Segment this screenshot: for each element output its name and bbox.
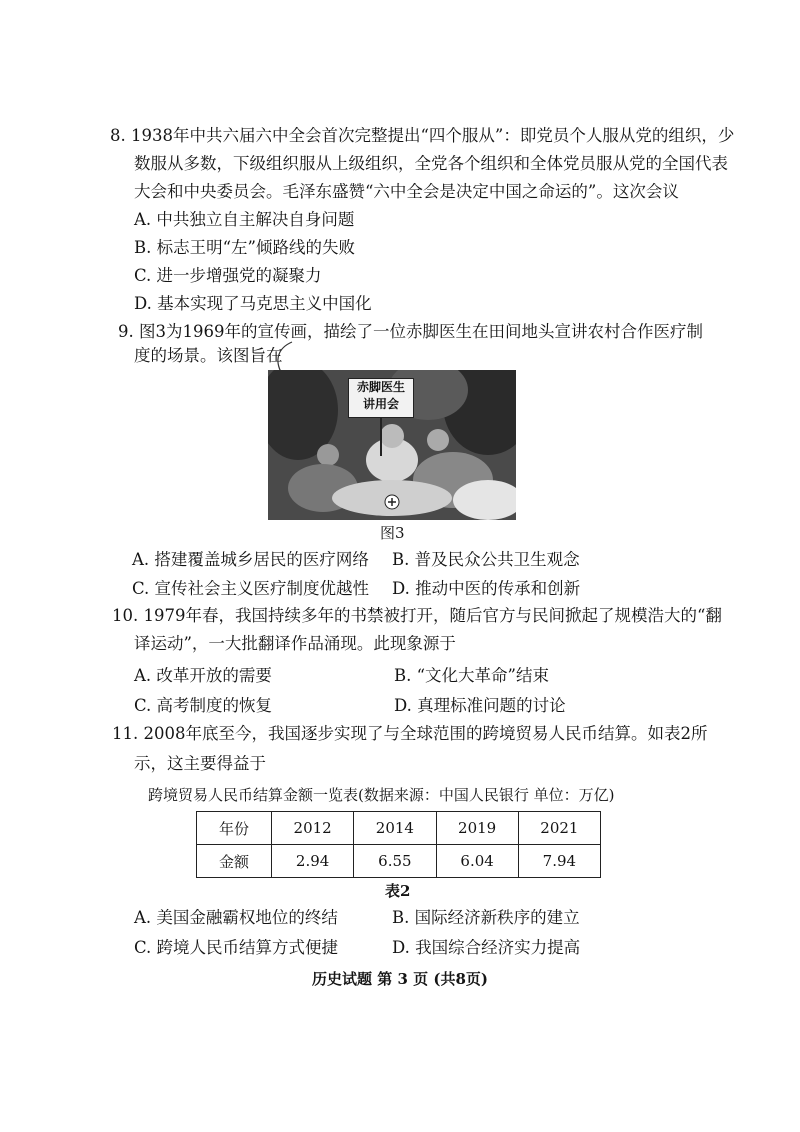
page-footer: 历史试题 第 3 页 (共8页) <box>312 970 488 988</box>
q9-stem-line-2: 度的场景。该图旨在 <box>134 346 283 365</box>
q10-option-d: D. 真理标准问题的讨论 <box>394 696 566 715</box>
poster-sign-line-1: 赤脚医生 <box>356 380 405 394</box>
q10-option-a: A. 改革开放的需要 <box>134 666 272 685</box>
table-cell-year: 2019 <box>436 812 518 845</box>
q8-option-b: B. 标志王明“左”倾路线的失败 <box>134 238 355 257</box>
q11-stem-line-1: 11. 2008年底至今，我国逐步实现了与全球范围的跨境贸易人民币结算。如表2所 <box>112 724 708 743</box>
table-title: 跨境贸易人民币结算金额一览表(数据来源：中国人民银行 单位：万亿) <box>148 786 615 804</box>
propaganda-poster-image <box>268 370 516 520</box>
table-cell-year: 2012 <box>272 812 354 845</box>
q8-option-a: A. 中共独立自主解决自身问题 <box>134 210 355 229</box>
poster-sign <box>348 378 414 418</box>
q10-option-b: B. “文化大革命”结束 <box>394 666 549 685</box>
table-cell-amount: 6.55 <box>354 845 436 878</box>
q8-stem-line-1: 8. 1938年中共六届六中全会首次完整提出“四个服从”：即党员个人服从党的组织，少 <box>110 126 735 145</box>
table-cell-amount: 2.94 <box>272 845 354 878</box>
table-row-header: 年份 <box>197 812 272 845</box>
q10-stem-line-2: 译运动”，一大批翻译作品涌现。此现象源于 <box>134 634 456 653</box>
table-cell-amount: 7.94 <box>518 845 600 878</box>
q11-option-b: B. 国际经济新秩序的建立 <box>392 908 580 927</box>
table-row-header: 金额 <box>197 845 272 878</box>
q9-stem-line-1: 9. 图3为1969年的宣传画，描绘了一位赤脚医生在田间地头宣讲农村合作医疗制 <box>118 322 703 341</box>
q11-option-d: D. 我国综合经济实力提高 <box>392 938 581 957</box>
q10-stem-line-1: 10. 1979年春，我国持续多年的书禁被打开，随后官方与民间掀起了规模浩大的“翻 <box>112 606 722 625</box>
q11-option-c: C. 跨境人民币结算方式便捷 <box>134 938 339 957</box>
q9-option-c: C. 宣传社会主义医疗制度优越性 <box>132 579 370 598</box>
q10-option-c: C. 高考制度的恢复 <box>134 696 273 715</box>
q9-option-d: D. 推动中医的传承和创新 <box>392 579 581 598</box>
table-row-amounts <box>197 845 601 878</box>
q11-option-a: A. 美国金融霸权地位的终结 <box>134 908 338 927</box>
table-row-years <box>197 812 601 845</box>
figure-caption: 图3 <box>380 524 405 542</box>
poster-sign-line-2: 讲用会 <box>362 397 399 411</box>
table-caption: 表2 <box>385 882 411 900</box>
q8-option-c: C. 进一步增强党的凝聚力 <box>134 266 322 285</box>
q8-option-d: D. 基本实现了马克思主义中国化 <box>134 294 372 313</box>
q9-option-a: A. 搭建覆盖城乡居民的医疗网络 <box>132 550 369 569</box>
q8-stem-line-2: 数服从多数，下级组织服从上级组织，全党各个组织和全体党员服从党的全国代表 <box>134 154 728 173</box>
table-cell-year: 2021 <box>518 812 600 845</box>
q11-stem-line-2: 示，这主要得益于 <box>134 754 266 773</box>
settlement-table <box>196 811 601 878</box>
table-cell-amount: 6.04 <box>436 845 518 878</box>
table-cell-year: 2014 <box>354 812 436 845</box>
q8-stem-line-3: 大会和中央委员会。毛泽东盛赞“六中全会是决定中国之命运的”。这次会议 <box>134 182 679 201</box>
q9-option-b: B. 普及民众公共卫生观念 <box>392 550 580 569</box>
